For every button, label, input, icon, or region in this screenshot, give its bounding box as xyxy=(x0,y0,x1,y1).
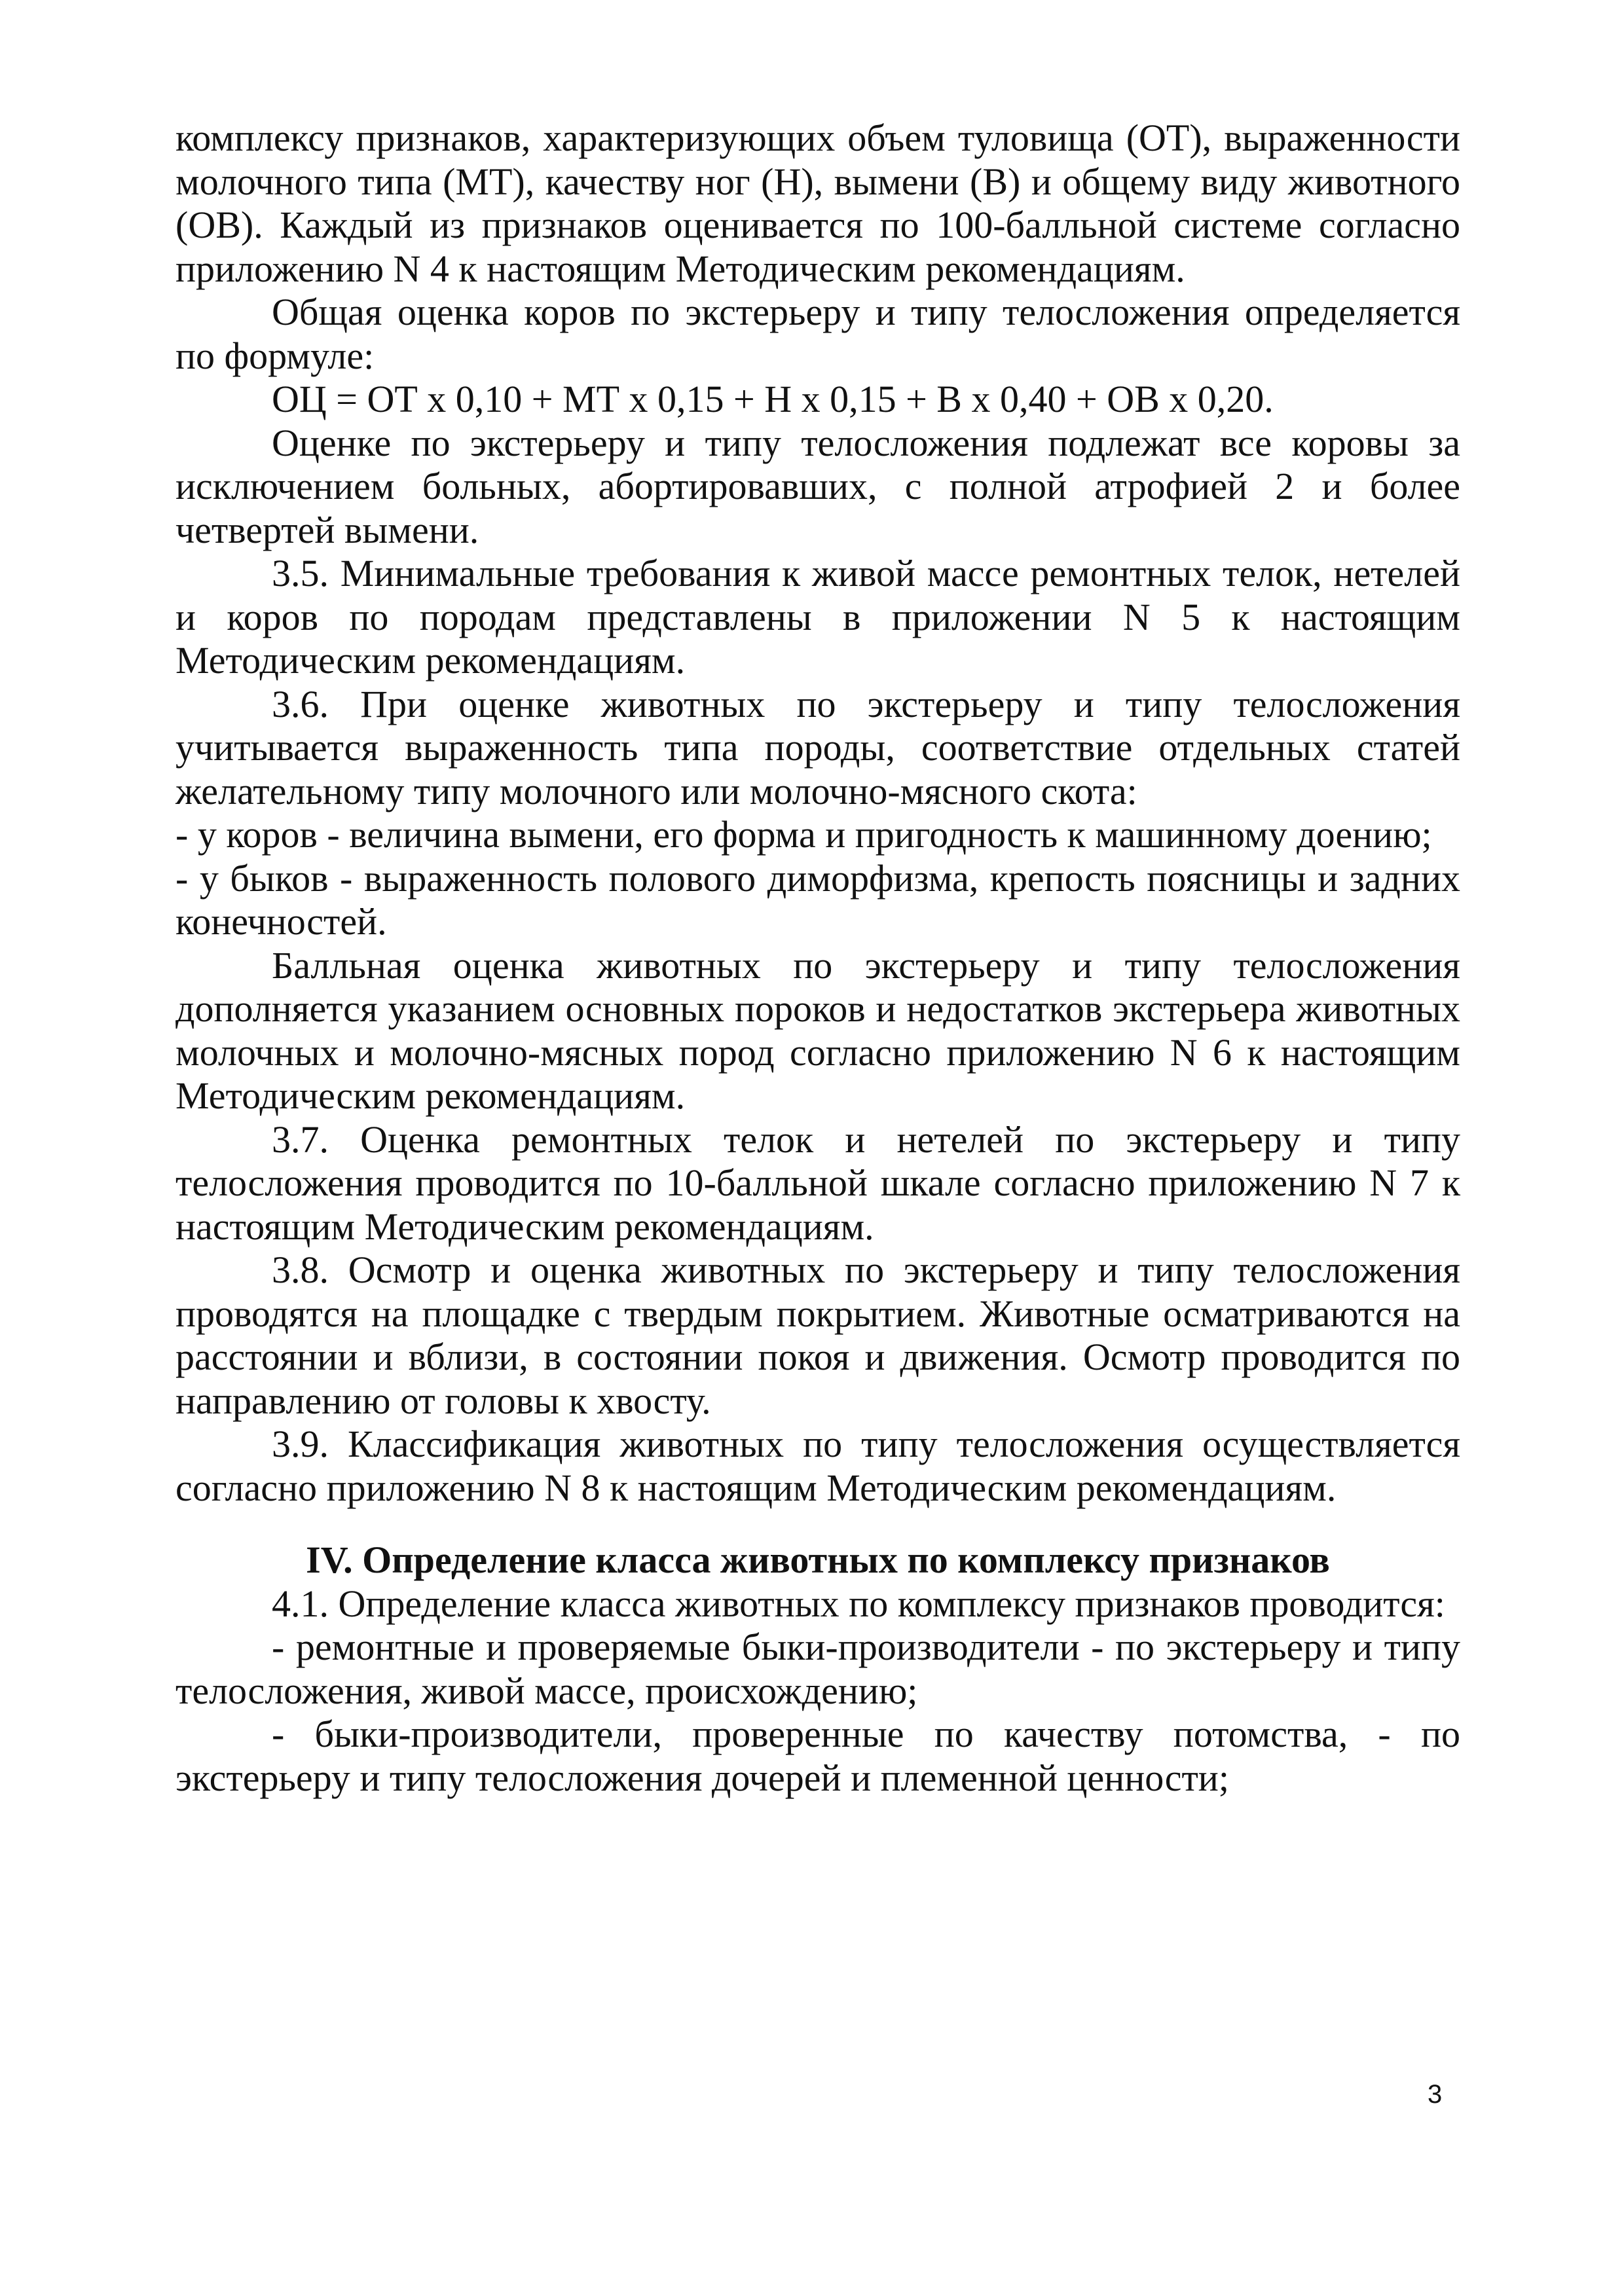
paragraph-continuation: комплексу признаков, характеризующих объем туловища (ОТ), выраженности молочного типа (МТ), качеству ног (Н), вымени (В) и общему виду животного (ОВ). Каждый из признаков оценивается по 100-балльной системе согласно приложению N 4 к настоящим Методическим рекомендациям. xyxy=(175,117,1460,290)
paragraph-3-6: 3.6. При оценке животных по экстерьеру и типу телосложения учитывается выраженность типа породы, соответствие отдельных статей желательному типу молочного или молочно-мясного скота: xyxy=(175,682,1460,812)
list-item-cows: - у коров - величина вымени, его форма и пригодность к машинному доению; xyxy=(175,813,1432,856)
paragraph-4-1: 4.1. Определение класса животных по комплексу признаков проводится: xyxy=(272,1582,1445,1625)
section-heading-iv: IV. Определение класса животных по комплексу признаков xyxy=(306,1539,1330,1581)
document-page xyxy=(175,117,1460,1800)
paragraph-3-9: 3.9. Классификация животных по типу телосложения осуществляется согласно приложению N 8 к настоящим Методическим рекомендациям. xyxy=(175,1423,1460,1509)
paragraph-3-8: 3.8. Осмотр и оценка животных по экстерьеру и типу телосложения проводятся на площадке с твердым покрытием. Животные осматриваются на расстоянии и вблизи, в состоянии покоя и движения. Осмотр проводится по направлению от головы к хвосту. xyxy=(175,1248,1460,1422)
page-number: 3 xyxy=(1428,2080,1443,2109)
formula: ОЦ = ОТ x 0,10 + МТ x 0,15 + Н x 0,15 + В x 0,40 + ОВ x 0,20. xyxy=(272,378,1274,420)
paragraph-3-7: 3.7. Оценка ремонтных телок и нетелей по экстерьеру и типу телосложения проводится по 10-балльной шкале согласно приложению N 7 к настоящим Методическим рекомендациям. xyxy=(175,1118,1460,1248)
list-item-proven-bulls: - быки-производители, проверенные по качеству потомства, - по экстерьеру и типу телосложения дочерей и племенной ценности; xyxy=(175,1713,1460,1799)
paragraph-subject-cows: Оценке по экстерьеру и типу телосложения подлежат все коровы за исключением больных, абортировавших, с полной атрофией 2 и более четвертей вымени. xyxy=(175,421,1460,551)
paragraph-score-defects: Балльная оценка животных по экстерьеру и типу телосложения дополняется указанием основных пороков и недостатков экстерьера животных молочных и молочно-мясных пород согласно приложению N 6 к настоящим Методическим рекомендациям. xyxy=(175,943,1460,1117)
list-item-young-bulls: - ремонтные и проверяемые быки-производители - по экстерьеру и типу телосложения, живой массе, происхождению; xyxy=(175,1626,1460,1712)
paragraph-overall-score: Общая оценка коров по экстерьеру и типу телосложения определяется по формуле: xyxy=(175,291,1460,377)
paragraph-3-5: 3.5. Минимальные требования к живой массе ремонтных телок, нетелей и коров по породам представлены в приложении N 5 к настоящим Методическим рекомендациям. xyxy=(175,552,1460,682)
list-item-bulls: - у быков - выраженность полового диморфизма, крепость поясницы и задних конечностей. xyxy=(175,856,1460,943)
